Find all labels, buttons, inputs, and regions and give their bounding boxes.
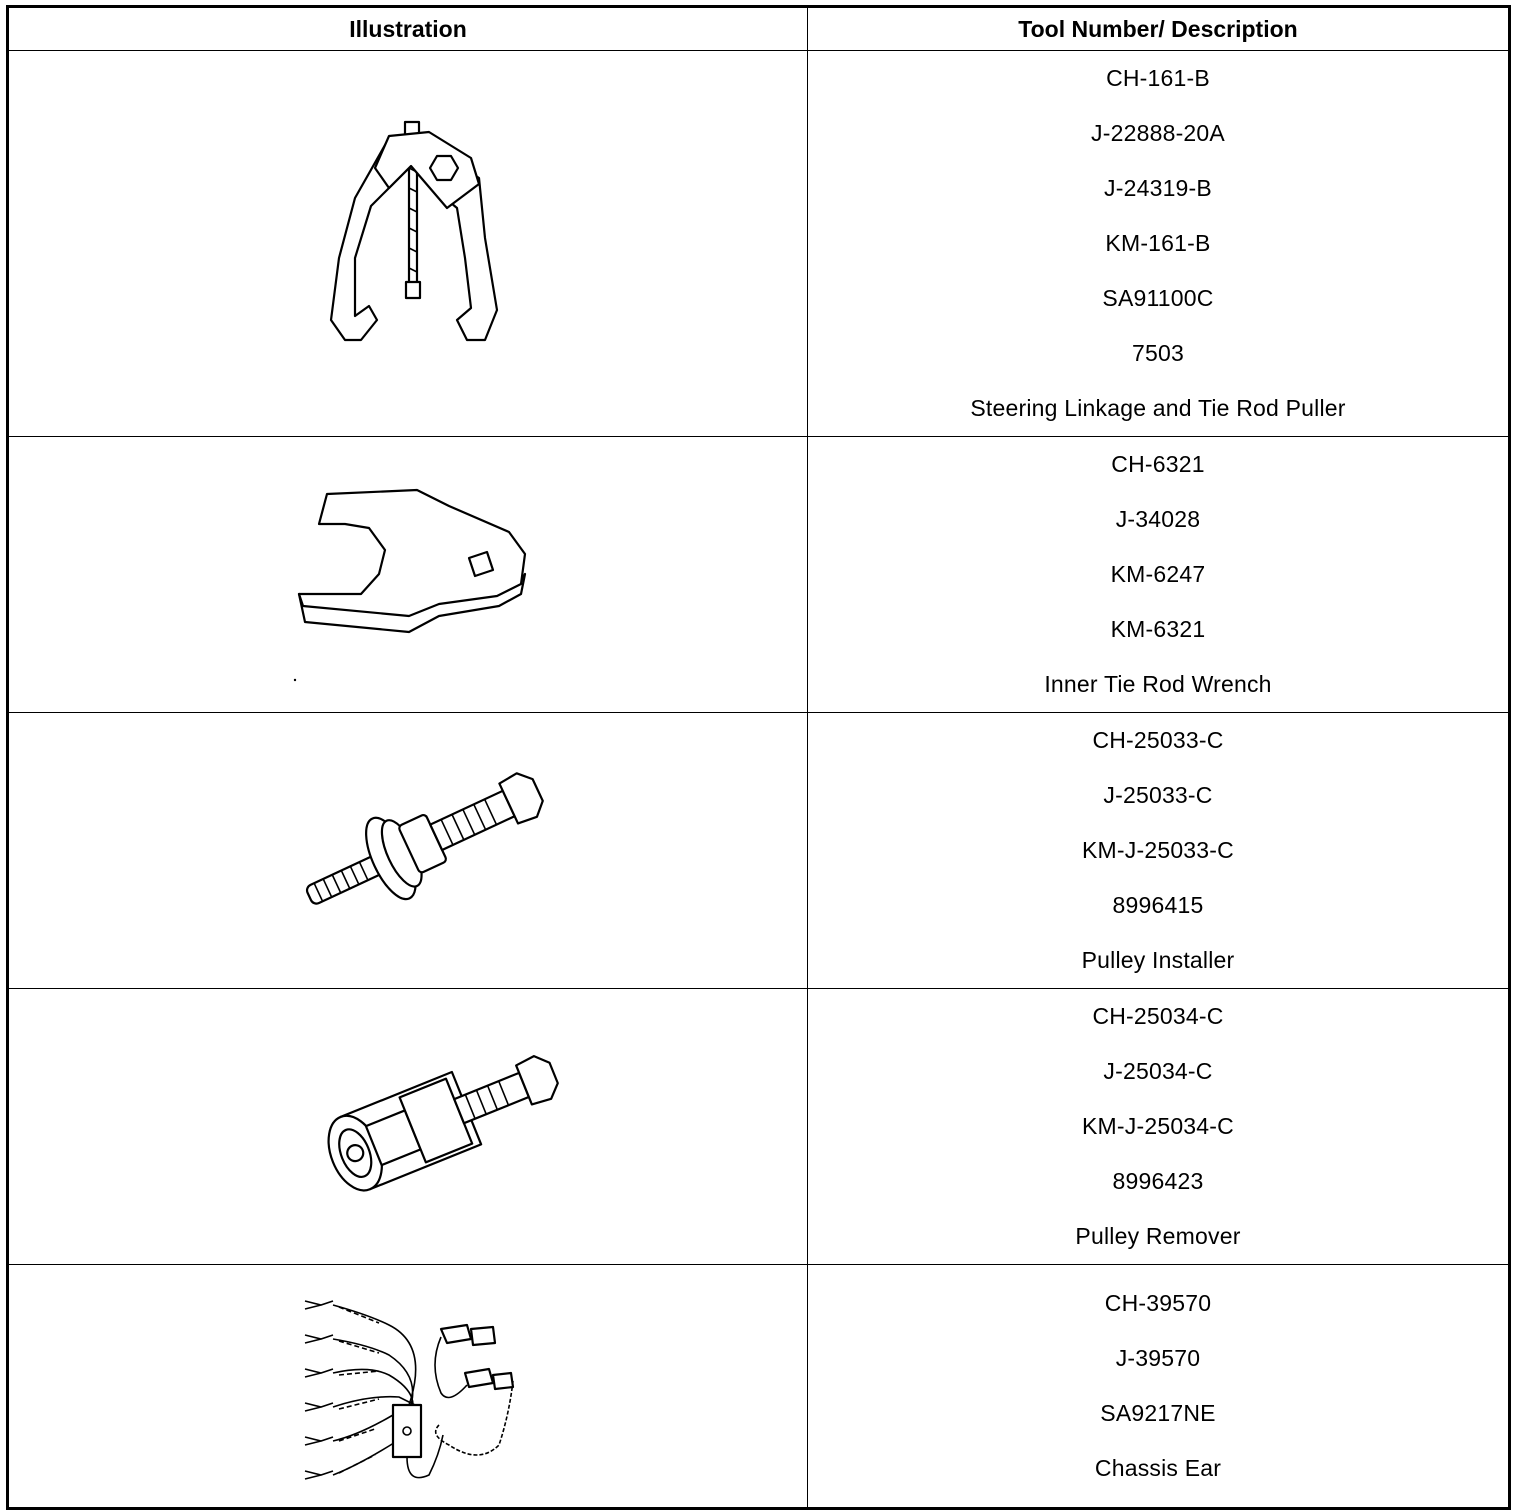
description-cell	[808, 51, 1510, 437]
tool-description: Chassis Ear	[1094, 1455, 1222, 1481]
tool-number: 8996423	[1112, 1168, 1204, 1194]
tool-number: KM-161-B	[1105, 230, 1211, 256]
pulley-remover-icon	[9, 996, 809, 1258]
illustration-cell	[8, 1265, 808, 1509]
header-tool-number-description: Tool Number/ Description	[808, 7, 1510, 51]
table-row	[8, 989, 1510, 1265]
tool-number: KM-6247	[1110, 561, 1206, 587]
illustration-cell	[8, 713, 808, 989]
tool-number: J-25034-C	[1103, 1058, 1213, 1084]
tool-number: CH-6321	[1111, 451, 1205, 477]
tool-number: CH-25033-C	[1092, 727, 1224, 753]
tool-number: CH-161-B	[1106, 65, 1210, 91]
chassis-ear-icon	[9, 1265, 809, 1507]
description-cell	[808, 1265, 1510, 1509]
tool-description: Steering Linkage and Tie Rod Puller	[970, 395, 1346, 421]
steering-linkage-puller-icon	[9, 58, 809, 430]
header-row	[8, 7, 1510, 51]
tool-number: J-22888-20A	[1091, 120, 1225, 146]
description-cell	[808, 989, 1510, 1265]
special-tools-table	[6, 5, 1511, 1510]
tool-number: J-39570	[1115, 1345, 1201, 1371]
tool-description: Pulley Installer	[1081, 947, 1235, 973]
tool-number: SA9217NE	[1100, 1400, 1216, 1426]
tool-number: 7503	[1132, 340, 1184, 366]
tool-description: Pulley Remover	[1075, 1223, 1241, 1249]
table-row	[8, 437, 1510, 713]
tool-number: KM-J-25033-C	[1082, 837, 1234, 863]
table-row	[8, 51, 1510, 437]
illustration-cell	[8, 51, 808, 437]
header-illustration: Illustration	[8, 7, 808, 51]
description-cell	[808, 437, 1510, 713]
pulley-installer-icon	[9, 720, 809, 982]
tool-number: SA91100C	[1102, 285, 1214, 311]
tool-number: CH-25034-C	[1092, 1003, 1224, 1029]
tool-number: KM-6321	[1110, 616, 1206, 642]
tool-number: KM-J-25034-C	[1082, 1113, 1234, 1139]
tool-number: CH-39570	[1104, 1290, 1212, 1316]
tool-number: J-34028	[1115, 506, 1201, 532]
table-row	[8, 713, 1510, 989]
tool-description: Inner Tie Rod Wrench	[1044, 671, 1272, 697]
inner-tie-rod-wrench-icon	[9, 444, 809, 706]
description-cell	[808, 713, 1510, 989]
tool-number: J-25033-C	[1103, 782, 1213, 808]
table-row	[8, 1265, 1510, 1509]
illustration-cell	[8, 989, 808, 1265]
tool-number: J-24319-B	[1104, 175, 1212, 201]
tool-number: 8996415	[1112, 892, 1204, 918]
illustration-cell	[8, 437, 808, 713]
